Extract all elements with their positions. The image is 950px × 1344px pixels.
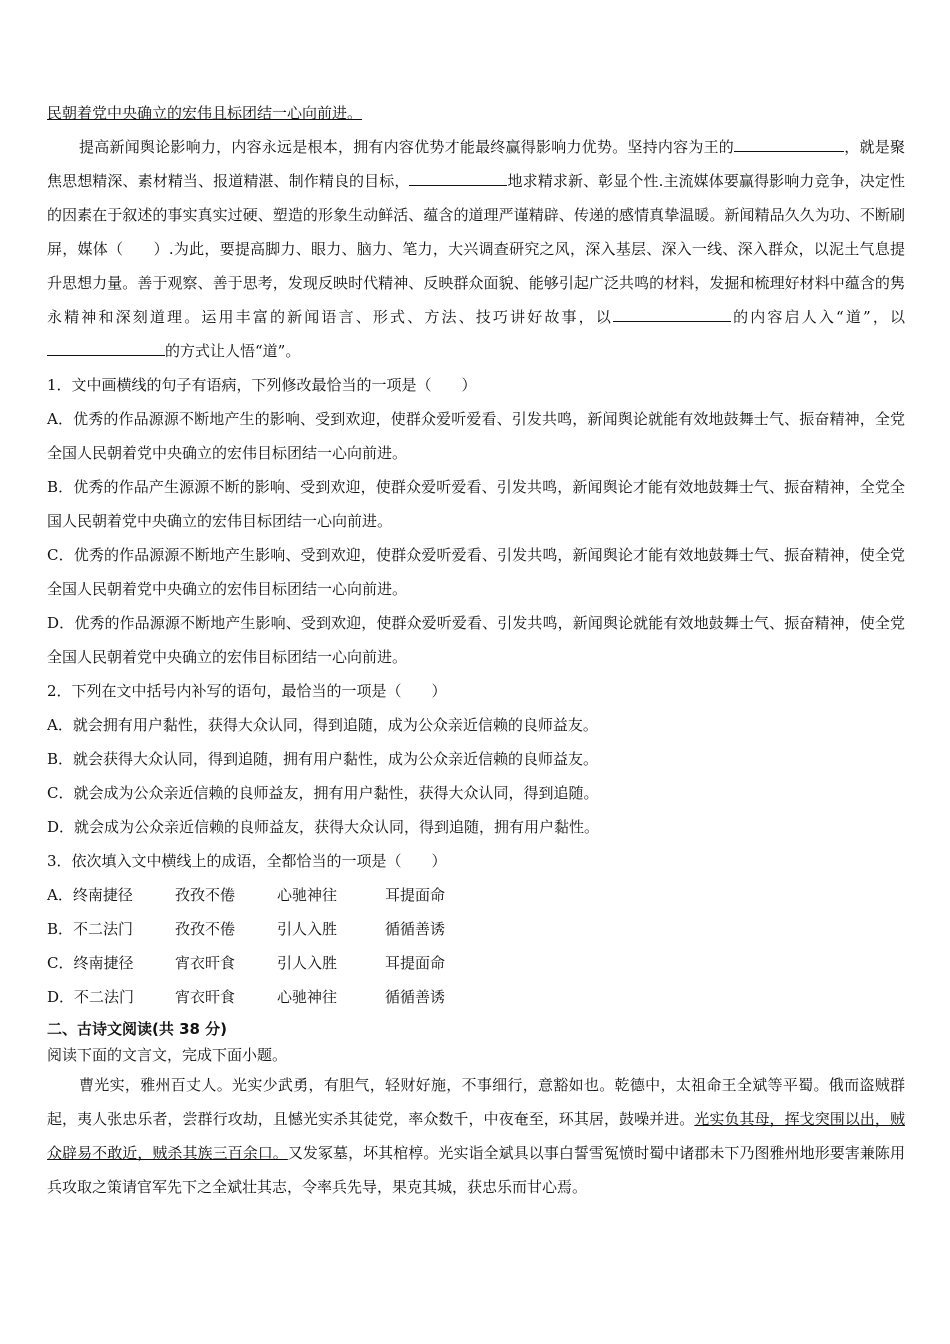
question-2-stem: 2．下列在文中括号内补写的语句，最恰当的一项是（ ） — [47, 682, 447, 700]
idiom-cell: D．不二法门 — [47, 988, 135, 1006]
question-3-option-c[interactable] — [47, 946, 905, 980]
passage-text: 的方式让人悟“道”。 — [165, 342, 301, 360]
passage-top-line: 民朝着党中央确立的宏伟且标团结一心向前进。 — [47, 104, 363, 122]
classical-underlined-sentence: 光实负其母，挥戈突围以出，贼众辟易不敢近，贼杀其族三百余口。 — [47, 1110, 905, 1162]
idiom-cell: 循循善诱 — [385, 988, 446, 1006]
question-2-option-a[interactable]: A．就会拥有用户黏性，获得大众认同，得到追随，成为公众亲近信赖的良师益友。 — [47, 716, 598, 734]
passage-text: ，就是聚焦思想精深、素材精当、报道精湛、制作精良的目标， — [47, 138, 905, 190]
idiom-cell: 引人入胜 — [277, 920, 338, 938]
idiom-cell: A．终南捷径 — [47, 886, 133, 904]
question-1-stem: 1．文中画横线的句子有语病，下列修改最恰当的一项是（ ） — [47, 376, 477, 394]
fill-blank-4[interactable] — [47, 341, 165, 356]
classical-text: 曹光实，雅州百丈人。光实少武勇，有胆气，轻财好施，不事细行，意豁如也。乾德中，太祖命王全斌等平蜀。俄而盗贼群起，夷人张忠乐者，尝群行攻劫，且憾光实杀其徒党，率众数千，中夜奄至，环其居，鼓噪并进。 — [47, 1076, 905, 1128]
question-1-option-c[interactable]: C．优秀的作品源源不断地产生影响、受到欢迎，使群众爱听爱看、引发共鸣，新闻舆论才能有效地鼓舞士气、振奋精神，使全党全国人民朝着党中央确立的宏伟目标团结一心向前进。 — [47, 546, 905, 598]
classical-passage — [47, 1068, 905, 1204]
idiom-cell: C．终南捷径 — [47, 954, 134, 972]
idiom-cell: 心驰神往 — [277, 988, 338, 1006]
question-3-stem: 3．依次填入文中横线上的成语，全都恰当的一项是（ ） — [47, 852, 447, 870]
fill-blank-2[interactable] — [409, 171, 507, 186]
question-1-option-b[interactable]: B．优秀的作品产生源源不断的影响、受到欢迎，使群众爱听爱看、引发共鸣，新闻舆论才能有效地鼓舞士气、振奋精神，全党全国人民朝着党中央确立的宏伟目标团结一心向前进。 — [47, 478, 905, 530]
passage-paragraph — [47, 130, 905, 368]
idiom-cell: 引人入胜 — [277, 954, 338, 972]
question-1-option-a[interactable]: A．优秀的作品源源不断地产生的影响、受到欢迎，使群众爱听爱看、引发共鸣，新闻舆论就能有效地鼓舞士气、振奋精神，全党全国人民朝着党中央确立的宏伟目标团结一心向前进。 — [47, 410, 905, 462]
section-heading: 二、古诗文阅读(共 38 分) — [47, 1020, 228, 1038]
idiom-cell: B．不二法门 — [47, 920, 134, 938]
section-instruction: 阅读下面的文言文，完成下面小题。 — [47, 1046, 288, 1064]
question-2-option-d[interactable]: D．就会成为公众亲近信赖的良师益友，获得大众认同，得到追随，拥有用户黏性。 — [47, 818, 600, 836]
passage-text: 提高新闻舆论影响力，内容永远是根本，拥有内容优势才能最终赢得影响力优势。坚持内容为王的 — [79, 138, 735, 156]
question-1-option-d[interactable]: D．优秀的作品源源不断地产生影响、受到欢迎，使群众爱听爱看、引发共鸣，新闻舆论就能有效地鼓舞士气、振奋精神，使全党全国人民朝着党中央确立的宏伟目标团结一心向前进。 — [47, 614, 905, 666]
idiom-cell: 孜孜不倦 — [175, 886, 236, 904]
idiom-cell: 孜孜不倦 — [175, 920, 236, 938]
question-3-option-d[interactable] — [47, 980, 905, 1014]
idiom-cell: 耳提面命 — [385, 954, 446, 972]
question-2-option-c[interactable]: C．就会成为公众亲近信赖的良师益友，拥有用户黏性，获得大众认同，得到追随。 — [47, 784, 599, 802]
fill-blank-1[interactable] — [734, 137, 844, 152]
idiom-cell: 宵衣旰食 — [175, 988, 236, 1006]
passage-text: 地求精求新、彰显个性.主流媒体要赢得影响力竞争，决定性的因素在于叙述的事实真实过硬、塑造的形象生动鲜活、蕴含的道理严谨精辟、传递的感情真挚温暖。新闻精品久久为功、不断刷屏，媒体（ ）.为此，要提高脚力、眼力、脑力、笔力，大兴调查研究之风，深入基层、深入一线、深入群众，以泥土气息提升思想力量。善于观察、善于思考，发现反映时代精神、反映群众面貌、能够引起广泛共鸣的材料，发掘和梳理好材料中蕴含的隽永精神和深刻道理。运用丰富的新闻语言、形式、方法、技巧讲好故事，以 — [47, 172, 905, 326]
idiom-cell: 循循善诱 — [385, 920, 446, 938]
passage-text: 的内容启人入“道”，以 — [730, 308, 905, 326]
question-3-option-b[interactable] — [47, 912, 905, 946]
question-3-option-a[interactable] — [47, 878, 905, 912]
document-page — [47, 96, 905, 1204]
idiom-cell: 心驰神往 — [277, 886, 338, 904]
idiom-cell: 宵衣旰食 — [175, 954, 236, 972]
classical-text: 又发冢墓，坏其棺椁。光实诣全斌具以事白誓雪冤愤时蜀中诸郡未下乃图雅州地形要害兼陈用兵攻取之策请官军先下之全斌壮其志，令率兵先导，果克其城，获忠乐而甘心焉。 — [47, 1144, 905, 1196]
idiom-cell: 耳提面命 — [385, 886, 446, 904]
fill-blank-3[interactable] — [613, 307, 731, 322]
question-2-option-b[interactable]: B．就会获得大众认同，得到追随，拥有用户黏性，成为公众亲近信赖的良师益友。 — [47, 750, 599, 768]
